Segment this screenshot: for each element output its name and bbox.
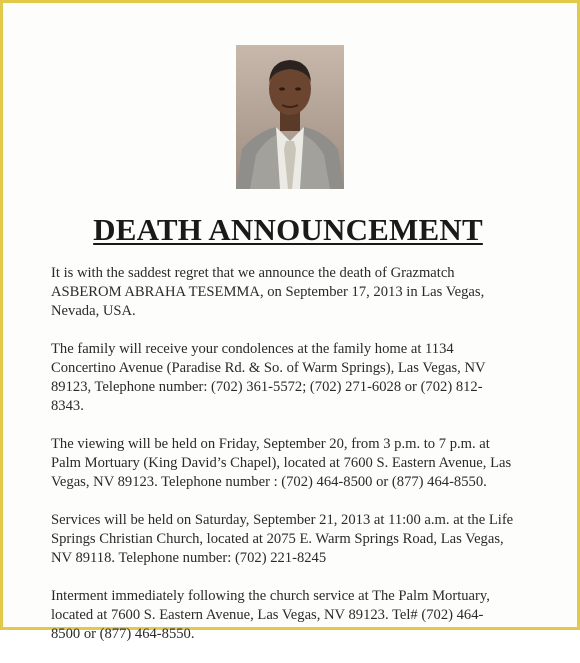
announcement-body (51, 264, 543, 663)
announcement-title (3, 212, 573, 248)
paragraph-death-notice: It is with the saddest regret that we announce the death of Grazmatch ASBEROM ABRAHA TESEMMA, on September 17, 2013 in Las Vegas, Nevada, USA. (51, 265, 485, 319)
paragraph-services: Services will be held on Saturday, September 21, 2013 at 11:00 a.m. at the Life Springs Christian Church, located at 2075 E. Warm Springs Road, Las Vegas, NV 89118. Telephone number: (702) 221-8245 (51, 512, 514, 566)
portrait-photo (236, 45, 344, 189)
portrait-image (236, 45, 344, 189)
paragraph-viewing: The viewing will be held on Friday, September 20, from 3 p.m. to 7 p.m. at Palm Mortuary (King David’s Chapel), located at 7600 S. Eastern Avenue, Las Vegas, NV 89123. Telephone number : (702) 464-8500 or (877) 464-8550. (51, 436, 512, 490)
title-text: DEATH ANNOUNCEMENT (93, 212, 483, 247)
paragraph-condolences: The family will receive your condolences at the family home at 1134 Concertino Avenue (Paradise Rd. & So. of Warm Springs), Las Vegas, NV 89123, Telephone number: (702) 361-5572; (702) 271-6028 or (702) 812- 8343. (51, 341, 486, 414)
paragraph-interment: Interment immediately following the church service at The Palm Mortuary, located at 7600 S. Eastern Avenue, Las Vegas, NV 89123. Tel# (702) 464- 8500 or (877) 464-8550. (51, 588, 490, 642)
